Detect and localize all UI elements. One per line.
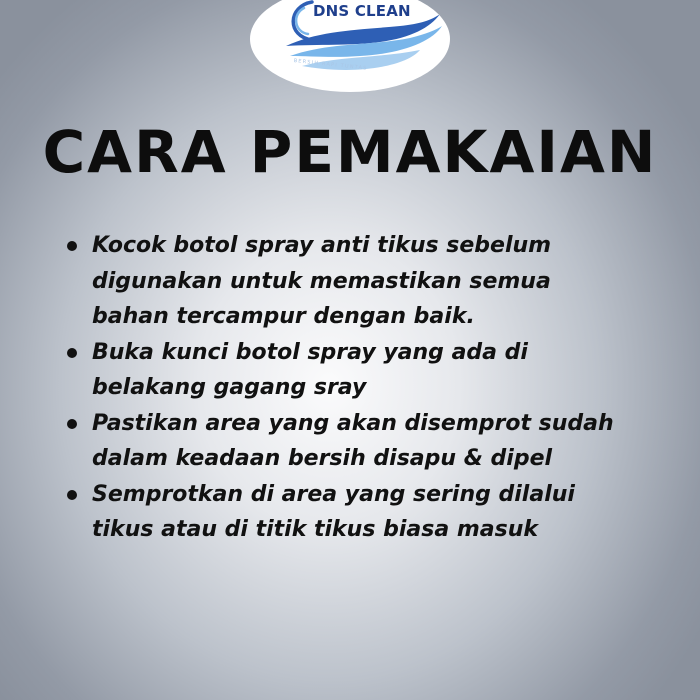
brand-tagline: BERSIH RAPI TUNTAS: [293, 58, 368, 72]
step-text: Kocok botol spray anti tikus sebelum digunakan untuk memastikan semua bahan tercampur dengan baik.: [92, 233, 552, 329]
step-text: Pastikan area yang akan disemprot sudah dalam keadaan bersih disapu & dipel: [92, 410, 614, 471]
list-item: [64, 406, 624, 477]
dns-clean-logo: [250, 0, 450, 92]
page-title: CARA PEMAKAIAN: [42, 118, 658, 186]
list-item: [64, 477, 624, 548]
bullet-icon: [67, 241, 77, 251]
bullet-icon: [67, 490, 77, 500]
list-item: [64, 228, 624, 335]
list-item: [64, 335, 624, 406]
step-text: Buka kunci botol spray yang ada di belakang gagang sray: [92, 339, 528, 400]
bullet-icon: [67, 419, 77, 429]
usage-steps-list: [64, 228, 624, 548]
bullet-icon: [67, 348, 77, 358]
step-text: Semprotkan di area yang sering dilalui tikus atau di titik tikus biasa masuk: [92, 481, 575, 542]
brand-name: DNS CLEAN: [313, 2, 411, 20]
